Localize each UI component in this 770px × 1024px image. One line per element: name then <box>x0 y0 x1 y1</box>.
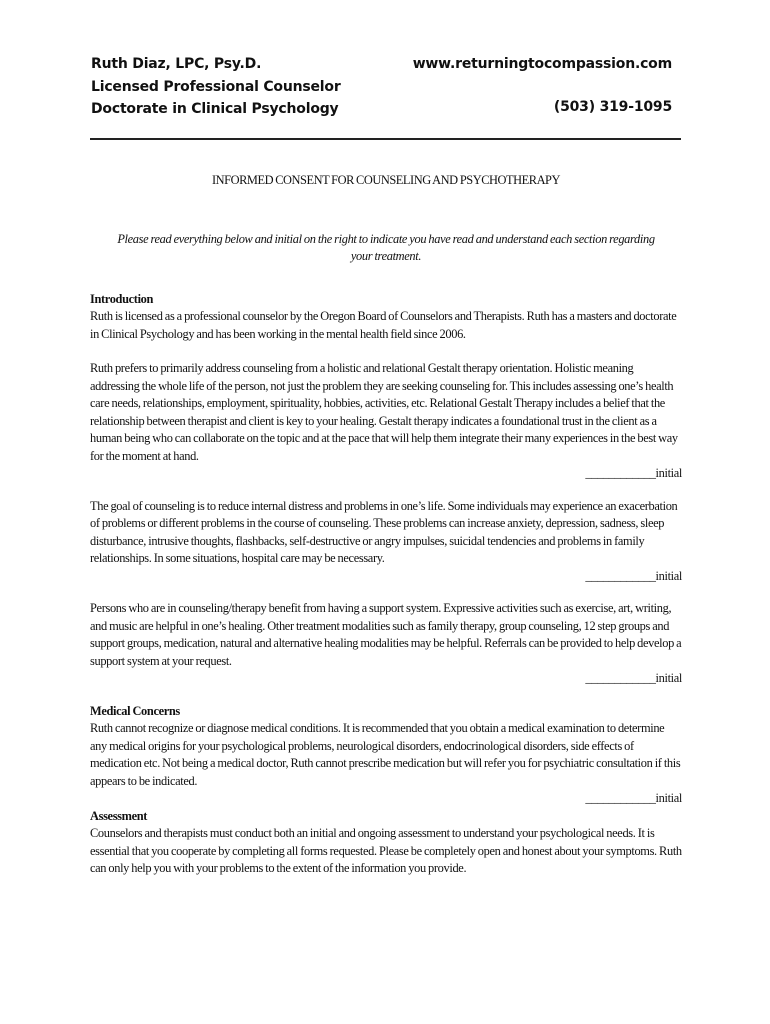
header-divider <box>90 138 681 140</box>
initial-field-4[interactable]: ____________initial <box>585 791 682 805</box>
initial-field-1[interactable]: ____________initial <box>585 466 682 480</box>
paragraph-assessment: Counselors and therapists must conduct both an initial and ongoing assessment to understand your psychological needs. It is essential that you cooperate by completing all forms requested. Please be completely open and honest about your symptoms. Ruth can only help you with your problems to the extent of the information you provide. <box>90 826 682 875</box>
paragraph-medical: Ruth cannot recognize or diagnose medical conditions. It is recommended that you obtain a medical examination to determine any medical origins for your psychological problems, neurological disorders, endocrinological disorders, side effects of medication etc. Not being a medical doctor, Ruth cannot prescribe medication but will refer you for psychiatric consultation if this appears to be indicated. <box>90 721 681 788</box>
section-heading-introduction: Introduction <box>90 291 154 306</box>
paragraph-support-system: Persons who are in counseling/therapy benefit from having a support system. Expressive activities such as exercise, art, writing, and music are helpful in one’s healing. Other treatment modalities such as family therapy, group counseling, 12 step groups and support groups, medication, natural and alternative healing modalities may be helpful. Referrals can be provided to help develop a support system at your request. <box>90 601 682 668</box>
consent-body <box>90 172 682 878</box>
section-heading-assessment: Assessment <box>90 808 148 823</box>
initial-field-2[interactable]: ____________initial <box>585 568 682 583</box>
letterhead-left <box>91 53 341 121</box>
paragraph-goals: The goal of counseling is to reduce internal distress and problems in one’s life. Some individuals may experience an exacerbation of problems or different problems in the course of counseling. These problems can increase anxiety, depression, sadness, sleep disturbance, intrusive thoughts, flashbacks, self-destructive or angry impulses, suicidal tendencies and problems in family relationships. In some situations, hospital care may be necessary. <box>90 498 678 565</box>
paragraph-orientation: Ruth prefers to primarily address counseling from a holistic and relational Gestalt therapy orientation. Holistic meaning addressing the whole life of the person, not just the problem they are seeking counseling for. This includes assessing one’s health care needs, relationships, employment, spirituality, hobbies, activities, etc. Relational Gestalt Therapy includes a belief that the relationship between therapist and client is key to your healing. Gestalt therapy indicates a foundational trust in the client as a human being who can collaborate on the topic and at the pace that will help them integrate their many experiences in the best way for the moment at hand. <box>90 361 678 463</box>
initial-field-3[interactable]: ____________initial <box>585 671 682 685</box>
credential-line-1: Licensed Professional Counselor <box>91 78 341 95</box>
paragraph-licensing: Ruth is licensed as a professional counselor by the Oregon Board of Counselors and Therapists. Ruth has a masters and doctorate in Clinical Psychology and has been working in the mental health field since 2006. <box>90 309 677 341</box>
instructions-text: Please read everything below and initial on the right to indicate you have read and understand each section regarding your treatment. <box>117 231 655 263</box>
document-title: INFORMED CONSENT FOR COUNSELING AND PSYCHOTHERAPY <box>211 173 560 187</box>
counselor-name: Ruth Diaz, LPC, Psy.D. <box>91 56 262 72</box>
website-text: www.returningtocompassion.com <box>412 56 672 72</box>
phone-number: (503) 319-1095 <box>553 99 672 115</box>
credential-line-2: Doctorate in Clinical Psychology <box>91 101 339 117</box>
section-heading-medical: Medical Concerns <box>90 703 180 718</box>
